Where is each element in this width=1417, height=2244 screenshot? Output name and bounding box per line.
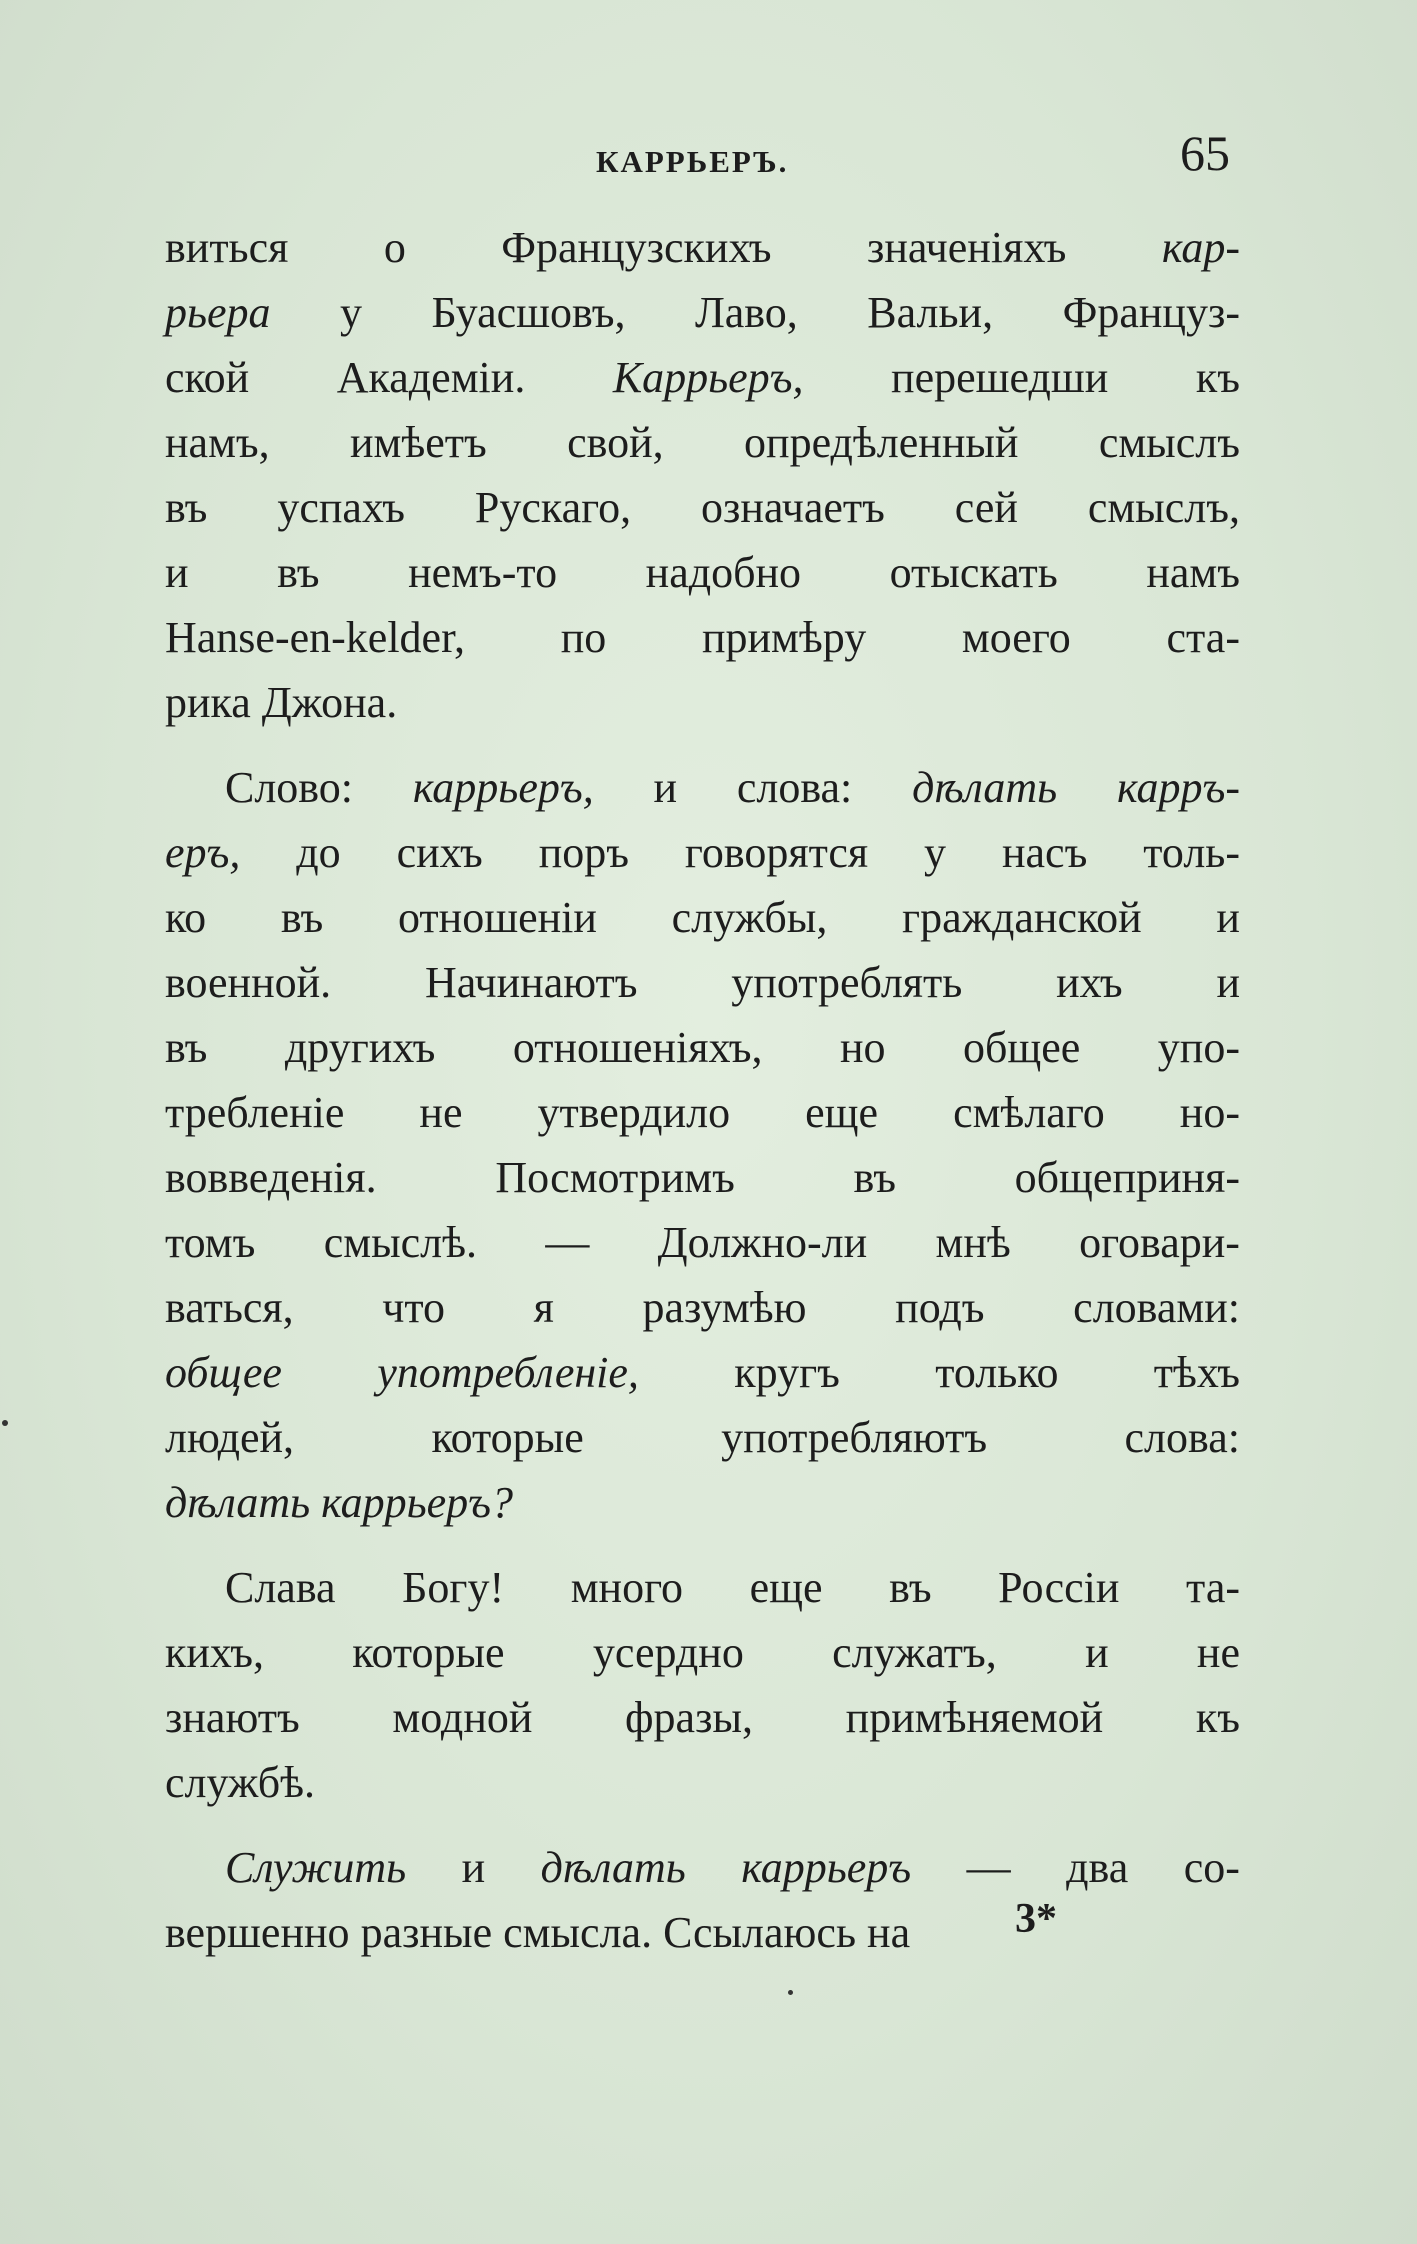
word: которые — [352, 1628, 505, 1677]
word: имѣетъ — [350, 418, 487, 467]
word: томъ — [165, 1218, 256, 1267]
word: значеніяхъ — [866, 223, 1067, 272]
word: и — [653, 763, 678, 812]
word: Слово: — [225, 763, 354, 812]
word: не — [1196, 1628, 1240, 1677]
word: еще — [749, 1563, 823, 1612]
text-line — [165, 1080, 1240, 1145]
text-line — [165, 950, 1240, 1015]
word: смыслъ — [1098, 418, 1240, 467]
text-line — [165, 1340, 1240, 1405]
word: ихъ — [1056, 958, 1123, 1007]
word: поръ — [538, 828, 629, 877]
text-line — [165, 755, 1240, 820]
word: тѣхъ — [1153, 1348, 1240, 1397]
word: вершенно — [165, 1908, 361, 1957]
text-line — [165, 1750, 1240, 1815]
word: слова: — [736, 763, 853, 812]
word: употреблять — [731, 958, 963, 1007]
word: сей — [954, 483, 1018, 532]
word: отыскать — [889, 548, 1058, 597]
body-text — [165, 215, 1240, 1965]
text-line — [165, 1685, 1240, 1750]
text-line — [165, 1470, 1240, 1535]
word: и — [1216, 958, 1240, 1007]
word: смысла. — [503, 1908, 664, 1957]
word: модной — [392, 1693, 533, 1742]
word: Служить — [225, 1843, 407, 1892]
word: въ — [277, 548, 320, 597]
word: Французскихъ — [501, 223, 772, 272]
word: Ссылаюсь — [663, 1908, 868, 1957]
word: каррьеръ, — [412, 763, 594, 812]
word: Богу! — [402, 1563, 505, 1612]
word: моего — [961, 613, 1071, 662]
word: Hanse-en-kelder, — [165, 613, 465, 662]
word: на — [867, 1908, 911, 1957]
text-line — [165, 345, 1240, 410]
word: надобно — [645, 548, 802, 597]
text-line — [165, 475, 1240, 540]
word: дѣлать — [912, 763, 1058, 812]
text-line — [165, 1275, 1240, 1340]
word: отношеніи — [398, 893, 597, 942]
word: слова: — [1124, 1413, 1240, 1462]
word: каррьеръ? — [321, 1478, 514, 1527]
word: усердно — [592, 1628, 744, 1677]
text-line — [165, 215, 1240, 280]
word: у — [340, 288, 363, 337]
word: что — [382, 1283, 446, 1332]
word: Академіи. — [336, 353, 526, 402]
word: дѣлать — [165, 1478, 322, 1527]
word: карръ- — [1117, 763, 1240, 812]
word: толь- — [1143, 828, 1240, 877]
word: примѣру — [701, 613, 867, 662]
word: рьера — [165, 288, 271, 337]
running-title: КАРРЬЕРЪ. — [596, 144, 789, 179]
word: разные — [360, 1908, 504, 1957]
word: Буасшовъ, — [431, 288, 626, 337]
word: Француз- — [1062, 288, 1240, 337]
text-line — [165, 280, 1240, 345]
word: дѣлать — [540, 1843, 686, 1892]
word: упо- — [1157, 1023, 1240, 1072]
word: общеприня- — [1014, 1153, 1240, 1202]
word: виться — [165, 223, 289, 272]
word: знаютъ — [165, 1693, 300, 1742]
word: Каррьеръ, — [612, 353, 804, 402]
text-line — [165, 410, 1240, 475]
word: намъ, — [165, 418, 270, 467]
text-line — [165, 605, 1240, 670]
word: ваться, — [165, 1283, 294, 1332]
text-line — [165, 1145, 1240, 1210]
word: и — [1085, 1628, 1109, 1677]
word: Лаво, — [694, 288, 798, 337]
word: общее — [962, 1023, 1081, 1072]
word: и — [1216, 893, 1240, 942]
word: — — [966, 1843, 1011, 1892]
word: сихъ — [396, 828, 483, 877]
word: Начинаютъ — [424, 958, 638, 1007]
word: Слава — [225, 1563, 336, 1612]
word: я — [533, 1283, 554, 1332]
word: утвердило — [537, 1088, 731, 1137]
word: въ — [889, 1563, 932, 1612]
word: перешедши — [891, 353, 1109, 402]
word: которые — [431, 1413, 584, 1462]
word: ко — [165, 893, 207, 942]
text-line — [165, 885, 1240, 950]
word: успахъ — [277, 483, 406, 532]
word: употребленіе, — [377, 1348, 639, 1397]
word: но — [839, 1023, 886, 1072]
word: разумѣю — [642, 1283, 807, 1332]
text-line — [165, 1405, 1240, 1470]
word: мнѣ — [935, 1218, 1011, 1267]
word: къ — [1195, 1693, 1240, 1742]
page-number: 65 — [1180, 125, 1230, 181]
word: требленіе — [165, 1088, 345, 1137]
word: до — [296, 828, 341, 877]
word: служатъ, — [832, 1628, 997, 1677]
word: Джона. — [261, 678, 398, 727]
word: у — [924, 828, 947, 877]
word: еръ, — [165, 828, 241, 877]
word: Вальи, — [867, 288, 994, 337]
word: службы, — [671, 893, 828, 942]
word: кругъ — [734, 1348, 840, 1397]
word: ста- — [1166, 613, 1240, 662]
word: только — [935, 1348, 1059, 1397]
word: Должно-ли — [657, 1218, 868, 1267]
word: общее — [165, 1348, 282, 1397]
text-line — [165, 1835, 1240, 1900]
word: и — [165, 548, 189, 597]
word: словами: — [1073, 1283, 1240, 1332]
word: фразы, — [625, 1693, 754, 1742]
word: оговари- — [1079, 1218, 1240, 1267]
word: еще — [805, 1088, 879, 1137]
word: смѣлаго — [953, 1088, 1105, 1137]
word: смыслъ, — [1087, 483, 1240, 532]
word: много — [570, 1563, 684, 1612]
text-line — [165, 820, 1240, 885]
word: по — [560, 613, 607, 662]
word: ской — [165, 353, 250, 402]
text-line — [165, 1620, 1240, 1685]
word: и — [461, 1843, 486, 1892]
word: примѣняемой — [845, 1693, 1104, 1742]
text-line — [165, 670, 1240, 735]
word: другихъ — [284, 1023, 436, 1072]
text-line — [165, 1555, 1240, 1620]
word: военной. — [165, 958, 332, 1007]
word: каррьеръ — [741, 1843, 912, 1892]
word: отношеніяхъ, — [512, 1023, 763, 1072]
word: смыслѣ. — [323, 1218, 478, 1267]
word: подъ — [895, 1283, 985, 1332]
text-line — [165, 1210, 1240, 1275]
word: людей, — [165, 1413, 295, 1462]
word: кар- — [1161, 223, 1240, 272]
word: Рускаго, — [474, 483, 632, 532]
word: опредѣленный — [744, 418, 1019, 467]
word: та- — [1186, 1563, 1240, 1612]
word: въ — [853, 1153, 896, 1202]
word: службѣ. — [165, 1758, 316, 1807]
word: но- — [1179, 1088, 1240, 1137]
word: со- — [1183, 1843, 1240, 1892]
word: намъ — [1146, 548, 1240, 597]
text-line — [165, 1015, 1240, 1080]
word: въ — [280, 893, 324, 942]
word: не — [419, 1088, 463, 1137]
paper-speck — [788, 1990, 793, 1995]
word: Посмотримъ — [495, 1153, 735, 1202]
word: насъ — [1001, 828, 1088, 877]
word: рика — [165, 678, 262, 727]
word: означаетъ — [701, 483, 885, 532]
word: гражданской — [902, 893, 1142, 942]
word: о — [383, 223, 406, 272]
word: Россіи — [998, 1563, 1120, 1612]
word: говорятся — [684, 828, 869, 877]
signature-mark: 3* — [1015, 1896, 1057, 1942]
word: кихъ, — [165, 1628, 264, 1677]
word: употребляютъ — [721, 1413, 988, 1462]
word: немъ-то — [408, 548, 558, 597]
word: въ — [165, 1023, 208, 1072]
word: къ — [1195, 353, 1240, 402]
word: — — [545, 1218, 590, 1267]
word: въ — [165, 483, 208, 532]
word: два — [1066, 1843, 1129, 1892]
text-line — [165, 1900, 1240, 1965]
paper-speck — [2, 1420, 8, 1426]
text-line — [165, 540, 1240, 605]
word: свой, — [567, 418, 664, 467]
word: вовведенія. — [165, 1153, 377, 1202]
